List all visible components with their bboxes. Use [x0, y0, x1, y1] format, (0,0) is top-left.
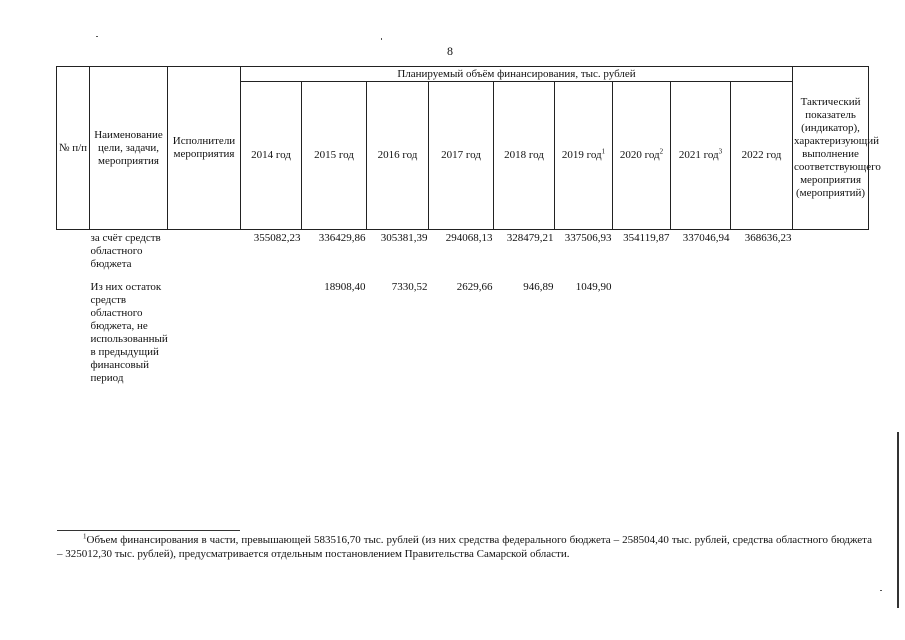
year-header: 2015 год [302, 82, 367, 230]
value-cell: 18908,40 [324, 281, 366, 293]
indicator-cell [793, 230, 869, 272]
value-cell [613, 271, 671, 385]
row-label: Из них остаток средств областного бюджета, не использованный в предыдущий финансовый период [90, 281, 168, 384]
value-cell: 354119,87 [623, 232, 670, 244]
scan-mark [880, 590, 882, 591]
value-cell: 305381,39 [380, 232, 428, 244]
value-cell: 355082,23 [253, 232, 301, 244]
value-cell [671, 271, 731, 385]
footnote-separator [57, 530, 240, 531]
scan-mark [897, 432, 899, 608]
scan-mark [96, 36, 98, 37]
value-cell: 1049,90 [575, 281, 612, 293]
value-cell: 368636,23 [744, 232, 792, 244]
scan-mark [381, 38, 382, 40]
footnote [57, 533, 872, 561]
value-cell [731, 271, 793, 385]
col-indicator-header: Тактический показатель (индикатор), характеризующий выполнение соответствующего мероприятия (мероприятий) [793, 67, 869, 230]
year-header: 2018 год [494, 82, 555, 230]
year-header: 2022 год [731, 82, 793, 230]
year-header: 2017 год [429, 82, 494, 230]
col-number-header: № п/п [57, 67, 90, 230]
executor-cell [168, 271, 241, 385]
year-header: 2014 год [241, 82, 302, 230]
table-row [57, 271, 869, 385]
value-cell: 946,89 [523, 281, 554, 293]
value-cell: 294068,13 [445, 232, 493, 244]
value-cell: 7330,52 [391, 281, 428, 293]
page-number: 8 [447, 44, 453, 58]
value-cell [241, 271, 302, 385]
year-header: 2021 год$^3$ [671, 82, 731, 230]
value-cell: 328479,21 [506, 232, 554, 244]
value-cell: 336429,86 [318, 232, 366, 244]
value-cell: 2629,66 [456, 281, 493, 293]
table-row [57, 230, 869, 272]
indicator-cell [793, 271, 869, 385]
col-executor-header: Исполнители мероприятия [168, 67, 241, 230]
row-label: за счёт средств областного бюджета [90, 232, 161, 270]
col-name-header: Наименование цели, задачи, мероприятия [90, 67, 168, 230]
footnote-mark: 1 [83, 532, 87, 541]
year-header: 2019 год$^1$ [555, 82, 613, 230]
row-number-cell [57, 271, 90, 385]
financing-group-header: Планируемый объём финансирования, тыс. рублей [241, 67, 793, 82]
year-header: 2016 год [367, 82, 429, 230]
year-header: 2020 год$^2$ [613, 82, 671, 230]
value-cell: 337046,94 [682, 232, 730, 244]
value-cell: 337506,93 [564, 232, 612, 244]
row-number-cell [57, 230, 90, 272]
financing-table [56, 66, 881, 385]
footnote-text: Объем финансирования в части, превышающей 583516,70 тыс. рублей (из них средства федерального бюджета – 258504,40 тыс. рублей, средства областного бюджета – 325012,30 тыс. рублей), предусматривается отдельным постановлением Правительства Самарской области. [57, 534, 872, 560]
executor-cell [168, 230, 241, 272]
